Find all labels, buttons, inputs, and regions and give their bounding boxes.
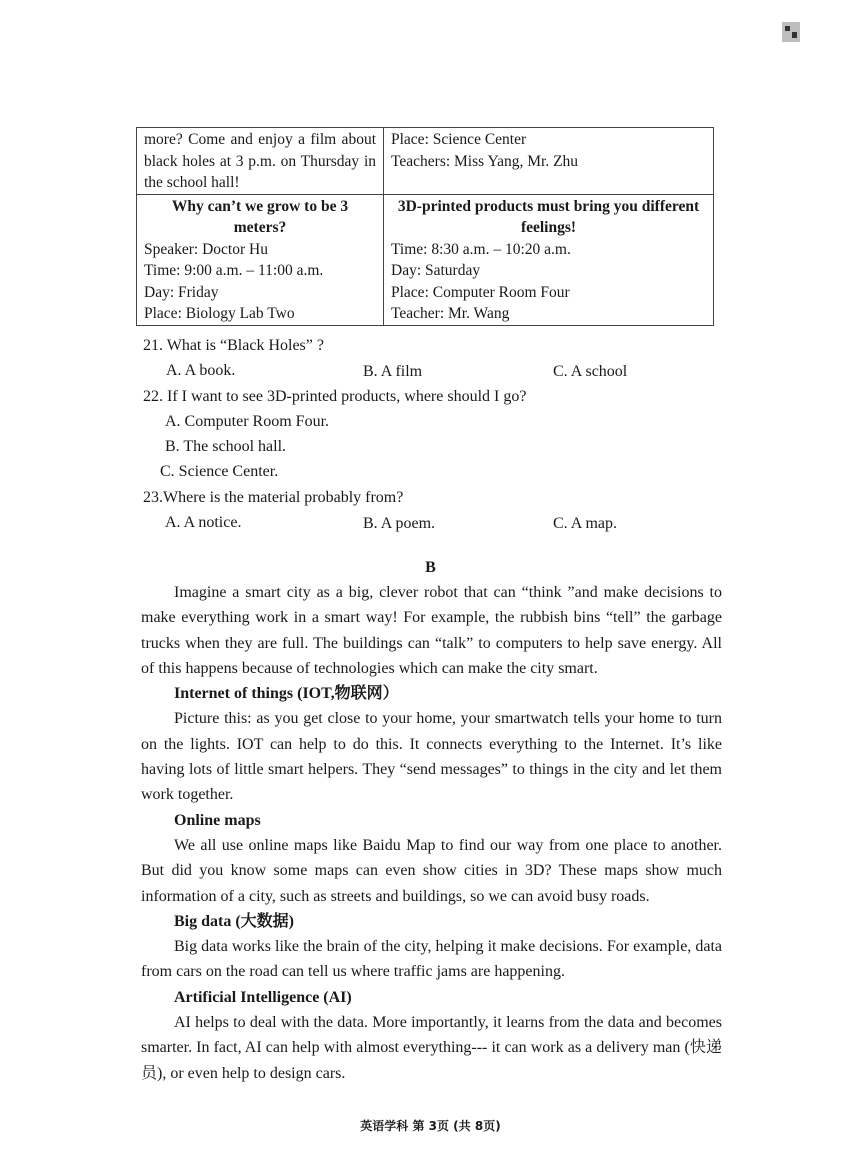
event-title: Why can’t we grow to be 3 meters? xyxy=(171,197,349,236)
intro-paragraph: Imagine a smart city as a big, clever robot that can “think ”and make decisions to make everything work in a smart way! For example, the rubbish bins “tell” the garbage trucks when they are full. The buildings can “talk” to computers to help save energy. All of this happens because of technologies which can make the city smart. xyxy=(141,584,722,677)
cell-line: Time: 9:00 a.m. – 11:00 a.m. xyxy=(144,262,324,279)
ai-paragraph: AI helps to deal with the data. More importantly, it learns from the data and becomes smarter. In fact, AI can help with almost everything--- it can work as a delivery man (快递员), or even help to design cars. xyxy=(141,1014,722,1082)
question-22-option-a: A. Computer Room Four. xyxy=(165,413,330,430)
question-21-option-b: B. A film xyxy=(363,363,423,380)
question-21-stem: 21. What is “Black Holes” ? xyxy=(143,337,324,354)
table-row xyxy=(137,194,714,325)
reading-passage xyxy=(141,580,722,1086)
bigdata-paragraph: Big data works like the brain of the city, helping it make decisions. For example, data from cars on the road can tell us where traffic jams are happening. xyxy=(141,938,722,981)
grow-event-cell xyxy=(137,194,384,325)
maps-paragraph: We all use online maps like Baidu Map to find our way from one place to another. But did you know some maps can even show cities in 3D? These maps show much information of a city, such as streets and buildings, so we can avoid busy roads. xyxy=(141,836,722,905)
subheading: Artificial Intelligence (AI) xyxy=(174,988,352,1006)
cell-line: Day: Friday xyxy=(144,283,219,301)
table-row xyxy=(137,128,714,195)
subheading: Online maps xyxy=(174,811,261,829)
cell-line: Time: 8:30 a.m. – 10:20 a.m. xyxy=(391,240,571,258)
question-21-option-c: C. A school xyxy=(553,363,628,380)
question-23-option-b: B. A poem. xyxy=(363,515,436,532)
question-23-stem: 23.Where is the material probably from? xyxy=(143,489,404,506)
film-event-cell: more? Come and enjoy a film about black holes at 3 p.m. on Thursday in the school hall! xyxy=(137,128,384,195)
cell-line: Place: Science Center xyxy=(391,131,527,148)
section-heading: B xyxy=(425,559,436,576)
cell-line: Teachers: Miss Yang, Mr. Zhu xyxy=(391,152,579,170)
activities-table xyxy=(136,127,714,326)
cell-line: Place: Computer Room Four xyxy=(391,283,570,301)
corner-stamp-icon xyxy=(779,20,803,44)
cell-line: Day: Saturday xyxy=(391,262,481,279)
question-22-stem: 22. If I want to see 3D-printed products, where should I go? xyxy=(143,388,527,405)
3d-event-cell xyxy=(384,194,714,325)
science-center-cell xyxy=(384,128,714,195)
cell-line: Place: Biology Lab Two xyxy=(144,305,295,322)
question-22-option-b: B. The school hall. xyxy=(165,438,287,455)
subheading: Internet of things (IOT,物联网） xyxy=(174,685,399,703)
question-23-option-a: A. A notice. xyxy=(165,514,242,531)
question-23-option-c: C. A map. xyxy=(553,515,618,532)
question-21-option-a: A. A book. xyxy=(166,362,236,379)
question-22-option-c: C. Science Center. xyxy=(160,463,279,480)
page-footer: 英语学科 第 3页 (共 8页) xyxy=(360,1119,501,1133)
cell-line: Teacher: Mr. Wang xyxy=(391,305,510,322)
cell-line: Speaker: Doctor Hu xyxy=(144,240,268,258)
subheading: Big data (大数据) xyxy=(174,912,295,930)
iot-paragraph: Picture this: as you get close to your home, your smartwatch tells your home to turn on the lights. IOT can help to do this. It connects everything to the Internet. It’s like having lots of little smart helpers. They “send messages” to things in the city and let them work together. xyxy=(141,710,722,804)
event-title: 3D-printed products must bring you different feelings! xyxy=(397,197,700,236)
